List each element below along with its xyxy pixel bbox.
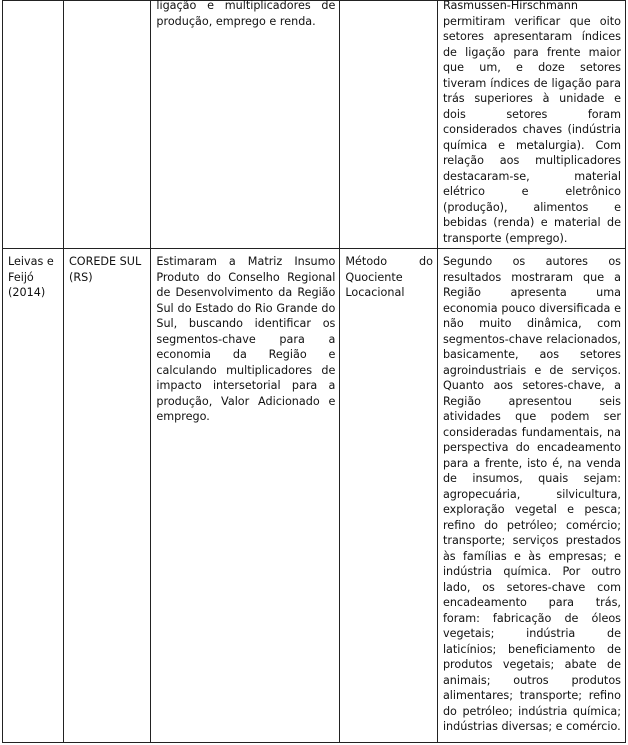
table-row	[3, 1, 626, 249]
region-cell	[63, 1, 150, 249]
objective-cell	[151, 1, 340, 249]
literature-review-table	[2, 0, 626, 743]
objective-text: ligação e multiplicadores de produção, emprego e renda.	[156, 0, 336, 28]
table-row	[3, 249, 626, 743]
author-cell	[3, 1, 64, 249]
method-cell	[340, 1, 438, 249]
objective-text: Estimaram a Matriz Insumo Produto do Conselho Regional de Desenvolvimento da Região Sul do Estado do Rio Grande do Sul, buscando identificar os segmentos-chave para a economia da Região e calculando multiplicadores de impacto intersetorial para a produção, Valor Adicionado e emprego.	[156, 255, 336, 423]
results-cell	[437, 249, 625, 743]
region-text: COREDE SUL (RS)	[68, 255, 142, 284]
results-cell	[437, 1, 625, 249]
author-text: Leivas e Feijó (2014)	[8, 255, 54, 299]
objective-cell	[151, 249, 340, 743]
method-cell	[340, 249, 438, 743]
region-cell	[63, 249, 150, 743]
author-cell	[3, 249, 64, 743]
method-text: Método do Quociente Locacional	[345, 255, 433, 299]
results-text: Segundo os autores os resultados mostraram que a Região apresenta uma economia pouco diversificada e não muito dinâmica, com segmentos-chave relacionados, basicamente, aos setores agroindustriais e de serviços. Quanto aos setores-chave, a Região apresentou seis atividades que podem ser consideradas fundamentais, na perspectiva do encadeamento para a frente, isto é, na venda de insumos, quais sejam: agropecuária, silvicultura, exploração vegetal e pesca; refino do petróleo; comércio; transporte; serviços prestados às famílias e às empresas; e indústria química. Por outro lado, os setores-chave com encadeamento para trás, foram: fabricação de óleos vegetais; indústria de laticínios; beneficiamento de produtos vegetais; abate de animais; outros produtos alimentares; transporte; refino do petróleo; indústria química; indústrias diversas; e comércio.	[442, 255, 621, 733]
results-text: Rasmussen-Hirschmann permitiram verificar que oito setores apresentaram índices de ligação para frente maior que um, e doze setores tiveram índices de ligação para trás superiores à unidade e dois setores foram considerados chaves (indústria química e metalurgia). Com relação aos multiplicadores destacaram-se, material elétrico e eletrônico (produção), alimentos e bebidas (renda) e material de transporte (emprego).	[442, 0, 621, 245]
